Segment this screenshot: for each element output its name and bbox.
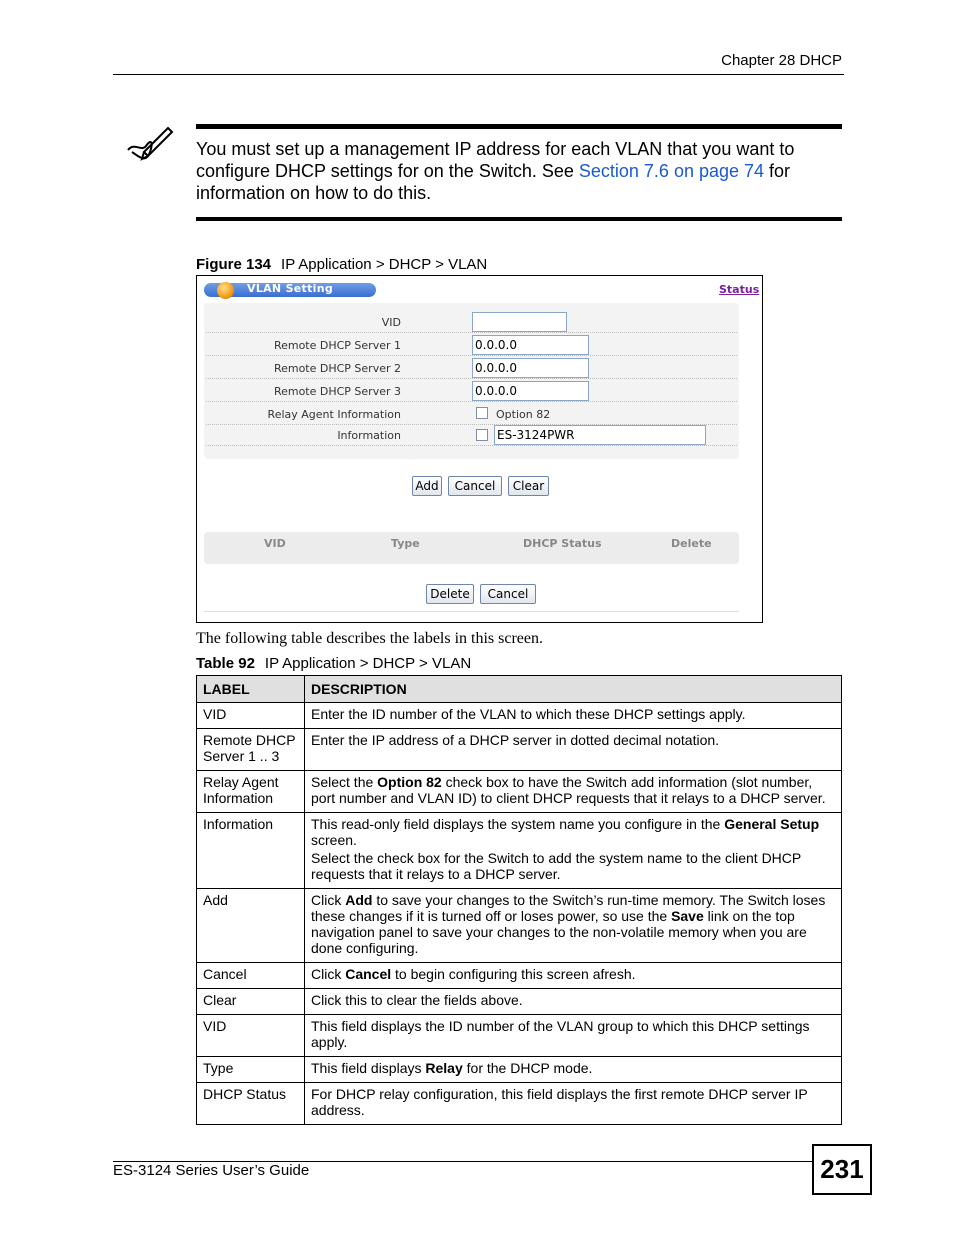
desc-part: to save your changes to the Switch’s run-time memory. The Switch loses these changes if it is turned off or loses power, so use the [311, 892, 826, 924]
col-vid: VID [264, 537, 286, 550]
row-desc: Click this to clear the fields above. [305, 989, 842, 1015]
field-row-server1 [206, 334, 737, 356]
desc-part: for the DHCP mode. [462, 1060, 593, 1076]
header-description: DESCRIPTION [305, 676, 842, 703]
note-box [196, 124, 842, 221]
col-delete: Delete [671, 537, 712, 550]
information-checkbox[interactable] [476, 429, 488, 441]
delete-button[interactable]: Delete [426, 584, 474, 604]
clear-button[interactable]: Clear [508, 476, 549, 496]
chapter-header: Chapter 28 DHCP [721, 52, 842, 69]
table-row [197, 1083, 842, 1125]
row-desc [305, 963, 842, 989]
figure-number: Figure 134 [196, 256, 272, 273]
row-desc [305, 889, 842, 963]
figure-caption [196, 256, 487, 273]
table-row [197, 703, 842, 729]
information-label: Information [337, 429, 401, 442]
table-row [197, 963, 842, 989]
row-desc [305, 771, 842, 813]
table-title: IP Application > DHCP > VLAN [264, 655, 472, 672]
row-desc [305, 1057, 842, 1083]
row-label: VID [197, 1015, 305, 1057]
row-desc: For DHCP relay configuration, this field displays the first remote DHCP server IP address. [305, 1083, 842, 1125]
add-button[interactable]: Add [412, 476, 442, 496]
field-row-vid [206, 311, 737, 333]
desc-part: link on the top navigation panel to save your changes to the non-volatile memory when you are done configuring. [311, 908, 807, 956]
row-label: Relay Agent Information [197, 771, 305, 813]
table-row [197, 1057, 842, 1083]
table-row [197, 771, 842, 813]
table-number: Table 92 [196, 655, 255, 672]
server2-label: Remote DHCP Server 2 [273, 362, 401, 375]
row-desc [305, 813, 842, 889]
server1-label: Remote DHCP Server 1 [273, 339, 401, 352]
figure-title: IP Application > DHCP > VLAN [281, 256, 488, 273]
option82-label: Option 82 [496, 408, 551, 421]
field-row-information [206, 424, 737, 446]
row-label: Type [197, 1057, 305, 1083]
desc-bold: General Setup [724, 816, 820, 832]
vid-label: VID [381, 316, 401, 329]
table-intro: The following table describes the labels in this screen. [196, 630, 544, 647]
desc-paragraph: Select the check box for the Switch to add the system name to the client DHCP requests that it relays to a DHCP server. [311, 850, 801, 882]
label-description-table [196, 675, 842, 1125]
row-label: VID [197, 703, 305, 729]
server2-input[interactable]: 0.0.0.0 [472, 358, 589, 378]
desc-part: Select the [311, 774, 378, 790]
row-desc: This field displays the ID number of the VLAN group to which this DHCP settings apply. [305, 1015, 842, 1057]
desc-bold: Save [671, 908, 704, 924]
status-link[interactable]: Status [719, 283, 760, 296]
table-row [197, 1015, 842, 1057]
row-desc: Enter the ID number of the VLAN to which these DHCP settings apply. [305, 703, 842, 729]
list-cancel-button[interactable]: Cancel [480, 584, 536, 604]
page-number: 231 [812, 1144, 872, 1195]
relay-agent-label: Relay Agent Information [267, 408, 401, 421]
field-row-relay-agent [206, 403, 737, 425]
desc-part: This field displays [311, 1060, 426, 1076]
table-row [197, 813, 842, 889]
pencil-note-icon [124, 122, 174, 162]
col-type: Type [391, 537, 420, 550]
row-label: Remote DHCP Server 1 .. 3 [197, 729, 305, 771]
note-text-before: You must set up a management IP address for each VLAN that you want to configure DHCP settings for on the Switch. See [196, 139, 795, 181]
table-header-row [197, 676, 842, 703]
table-caption [196, 655, 471, 672]
vid-input[interactable] [472, 312, 567, 332]
note-text-after: for information on how to do this. [196, 161, 791, 203]
desc-bold: Cancel [345, 966, 392, 982]
field-row-server3 [206, 380, 737, 402]
desc-part: This read-only field displays the system name you configure in the [311, 816, 725, 832]
vlan-list-header [204, 532, 739, 564]
table-row [197, 889, 842, 963]
note-section-link[interactable]: Section 7.6 on page 74 [578, 161, 765, 181]
desc-paragraph [311, 816, 835, 848]
row-desc: Enter the IP address of a DHCP server in dotted decimal notation. [305, 729, 842, 771]
header-label: LABEL [197, 676, 305, 703]
guide-title: ES-3124 Series User’s Guide [113, 1162, 310, 1179]
desc-bold: Option 82 [377, 774, 442, 790]
table-row [197, 729, 842, 771]
desc-part: screen. [311, 832, 357, 848]
server3-label: Remote DHCP Server 3 [273, 385, 401, 398]
header-rule [113, 74, 844, 75]
screen-title: VLAN Setting [247, 282, 334, 295]
row-label: DHCP Status [197, 1083, 305, 1125]
field-row-server2 [206, 357, 737, 379]
desc-part: Click [311, 966, 346, 982]
desc-bold: Add [345, 892, 373, 908]
row-label: Add [197, 889, 305, 963]
cancel-button[interactable]: Cancel [448, 476, 502, 496]
desc-part: Click [311, 892, 346, 908]
bottom-rule [204, 611, 739, 612]
col-dhcp-status: DHCP Status [523, 537, 602, 550]
information-input: ES-3124PWR [494, 425, 706, 445]
row-label: Information [197, 813, 305, 889]
row-label: Clear [197, 989, 305, 1015]
server1-input[interactable]: 0.0.0.0 [472, 335, 589, 355]
vlan-setting-screenshot [196, 275, 763, 623]
desc-bold: Relay [425, 1060, 463, 1076]
form-panel [204, 303, 739, 459]
title-orb-icon [217, 282, 234, 299]
desc-part: check box to have the Switch add information (slot number, port number and VLAN ID) to client DHCP requests that it relays to a DHCP server. [311, 774, 826, 806]
option82-checkbox[interactable] [476, 407, 488, 419]
desc-part: to begin configuring this screen afresh. [391, 966, 636, 982]
table-row [197, 989, 842, 1015]
server3-input[interactable]: 0.0.0.0 [472, 381, 589, 401]
row-label: Cancel [197, 963, 305, 989]
